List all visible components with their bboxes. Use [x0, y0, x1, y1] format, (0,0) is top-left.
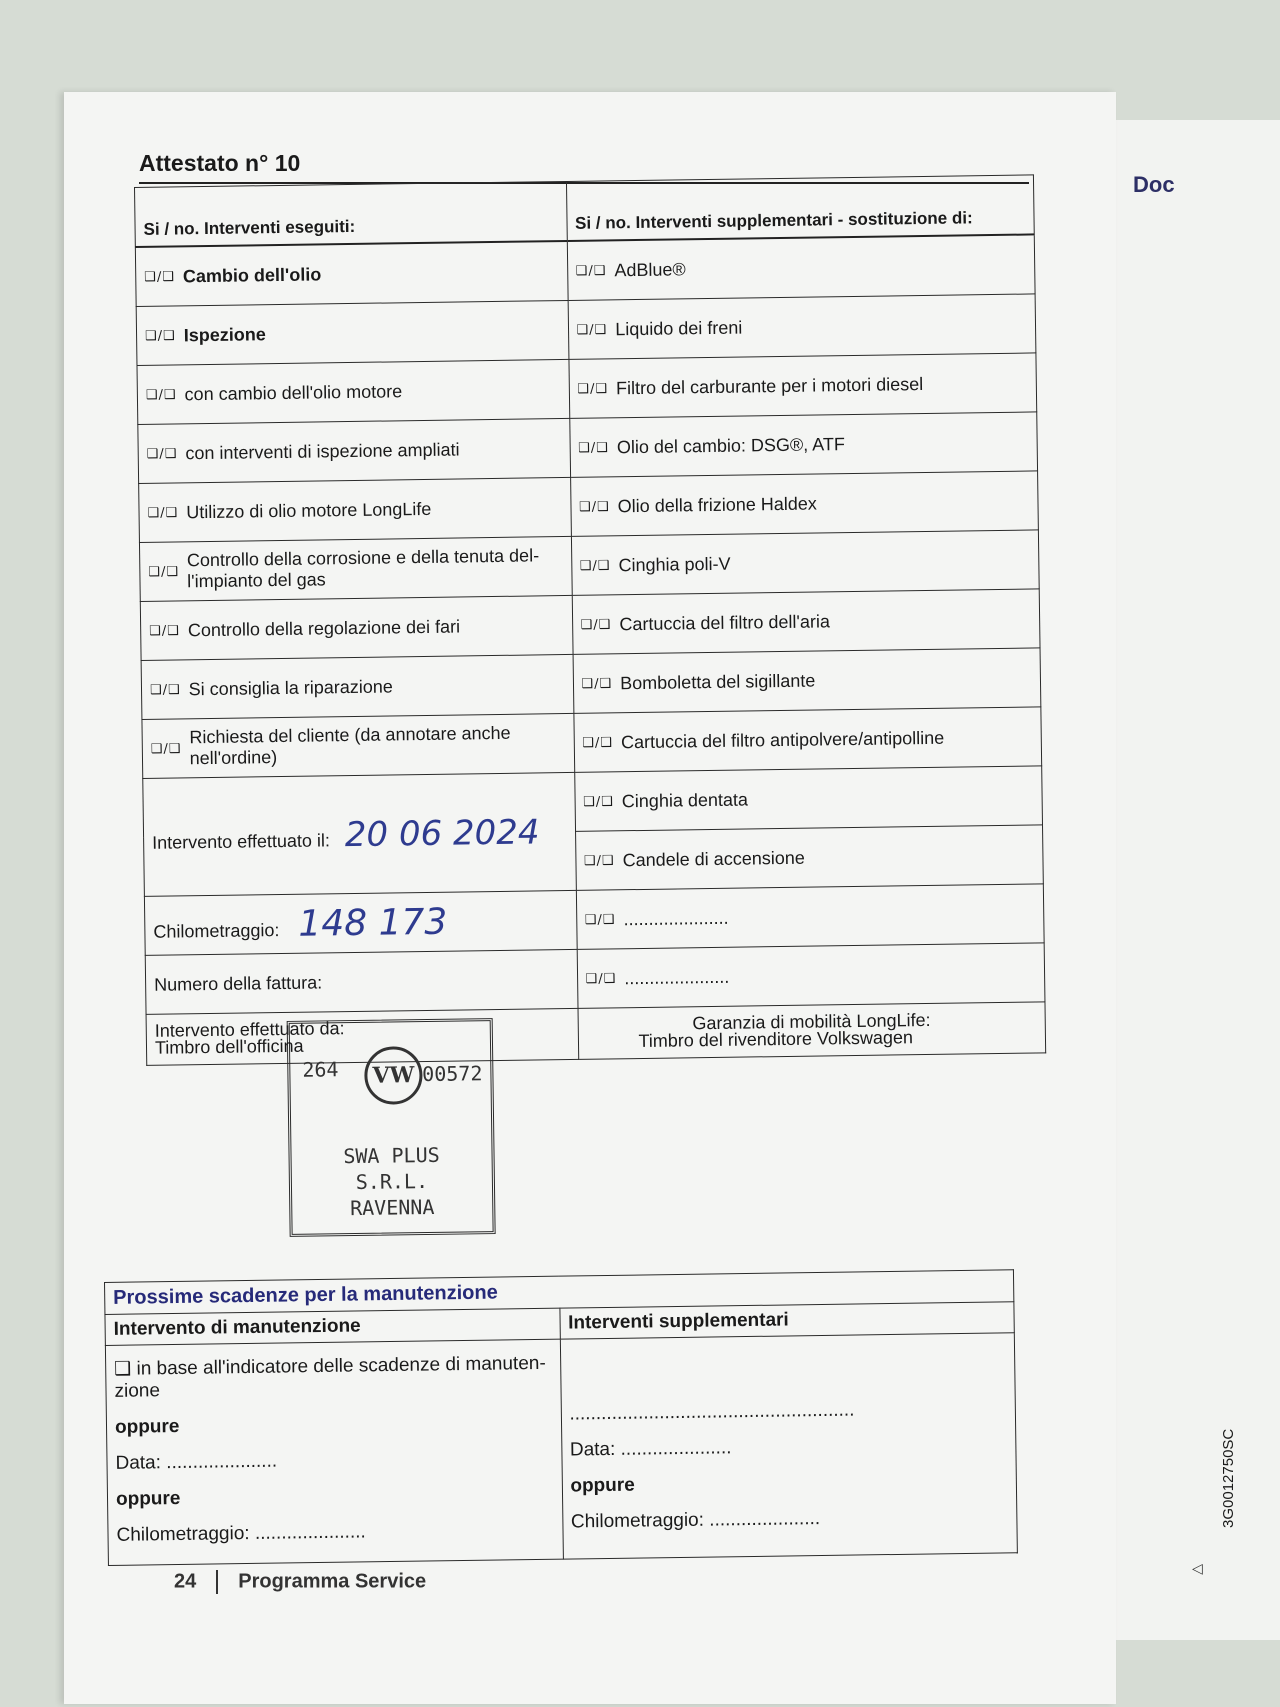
- invoice-field[interactable]: [145, 949, 577, 1014]
- right-item-label: Filtro del carburante per i motori diesel: [615, 373, 924, 398]
- facing-page-heading: Doc: [1133, 172, 1175, 197]
- right-item-row[interactable]: [575, 825, 1043, 891]
- checkbox-icon[interactable]: ❑/❑: [148, 563, 180, 580]
- stamp-number-left: 264: [302, 1057, 339, 1082]
- checkbox-icon[interactable]: ❑/❑: [583, 793, 614, 810]
- workshop-stamp-cell: [146, 1008, 578, 1221]
- right-column-header: Si / no. Interventi supplementari - sostituzione di:: [566, 175, 1034, 241]
- right-item-row[interactable]: [573, 648, 1041, 714]
- right-item-row[interactable]: [568, 294, 1036, 360]
- right-item-label: Candele di accensione: [622, 847, 805, 870]
- left-item-row[interactable]: [140, 595, 572, 660]
- km-label: Chilometraggio:: [153, 919, 280, 942]
- checkbox-icon[interactable]: ❑/❑: [584, 911, 616, 928]
- checkbox-icon[interactable]: ❑/❑: [585, 970, 617, 987]
- next-km-field[interactable]: Chilometraggio: .....................: [116, 1521, 366, 1546]
- left-item-row[interactable]: [139, 536, 571, 601]
- left-item-row[interactable]: [138, 418, 570, 483]
- right-item-label: Bomboletta del sigillante: [620, 670, 816, 693]
- left-item-label: con interventi di ispezione ampliati: [185, 438, 460, 463]
- checkbox-icon[interactable]: ❑/❑: [575, 262, 607, 279]
- checkbox-icon[interactable]: ❑/❑: [577, 380, 609, 397]
- left-item-label: con cambio dell'olio motore: [184, 380, 403, 404]
- left-column-header: Si / no. Interventi eseguiti:: [135, 181, 567, 247]
- checkbox-icon[interactable]: ❑/❑: [582, 734, 614, 751]
- checkbox-checked-icon[interactable]: ❑/❑: [147, 504, 179, 521]
- right-item-row[interactable]: [574, 766, 1042, 832]
- workshop-stamp: [287, 1018, 496, 1237]
- checkbox-icon[interactable]: ❑/❑: [579, 557, 611, 574]
- document-code: 3G0012750SC: [1220, 1428, 1237, 1528]
- triangle-marker-icon: ◁: [1192, 1560, 1203, 1576]
- left-item-label: Cambio dell'olio: [182, 263, 322, 286]
- next-date-field[interactable]: Data: .....................: [115, 1450, 278, 1474]
- right-item-label: .....................: [623, 907, 729, 929]
- stamp-number-right: 00572: [422, 1061, 483, 1087]
- service-record-table: [134, 174, 1046, 1221]
- next-date-field[interactable]: Data: .....................: [569, 1437, 732, 1461]
- checkbox-icon[interactable]: ❑/❑: [578, 439, 610, 456]
- checkbox-icon[interactable]: ❑/❑: [578, 498, 610, 515]
- right-item-row[interactable]: [569, 412, 1037, 478]
- right-item-row[interactable]: [568, 353, 1036, 419]
- left-item-label: Si consiglia la riparazione: [188, 675, 393, 699]
- date-label: Intervento effettuato il:: [152, 829, 331, 853]
- left-item-label: Richiesta del cliente (da annotare anche nell'ordine): [189, 722, 511, 769]
- oppure-label: oppure: [570, 1474, 635, 1497]
- right-item-label: .....................: [624, 966, 730, 988]
- oppure-label: oppure: [114, 1415, 180, 1438]
- supplementary-column[interactable]: [560, 1333, 1018, 1559]
- page-footer: [174, 1570, 426, 1594]
- km-handwritten: 148 173: [298, 901, 448, 945]
- checkbox-icon[interactable]: ❑/❑: [150, 740, 182, 757]
- left-item-row[interactable]: [136, 300, 568, 365]
- checkbox-checked-icon[interactable]: ❑/❑: [144, 327, 176, 344]
- left-item-label: Controllo della regolazione dei fari: [187, 615, 461, 640]
- supplementary-column-header: Interventi supplementari: [559, 1302, 1014, 1339]
- page-title: Attestato n° 10: [139, 150, 301, 176]
- mobility-guarantee-label: Garanzia di mobilità LongLife:: [692, 1009, 931, 1034]
- date-handwritten: 20 06 2024: [344, 811, 540, 855]
- date-field[interactable]: [143, 772, 576, 896]
- vw-logo-icon: VW: [364, 1046, 423, 1105]
- next-maintenance-table: [104, 1269, 1018, 1566]
- right-item-row[interactable]: [577, 943, 1045, 1009]
- left-item-row[interactable]: [139, 477, 571, 542]
- checkbox-checked-icon[interactable]: ❑/❑: [144, 268, 176, 285]
- right-item-label: Olio della frizione Haldex: [617, 492, 817, 516]
- supplementary-dots-field[interactable]: ......................................................: [569, 1399, 855, 1425]
- done-by-label: Intervento effettuato da:: [154, 1018, 345, 1041]
- dealer-stamp-label: Timbro del rivenditore Volkswagen: [638, 1027, 914, 1052]
- right-item-row[interactable]: [570, 471, 1038, 537]
- left-item-label: Controllo della corrosione e della tenuta del-l'impianto del gas: [186, 545, 540, 592]
- right-item-row[interactable]: [571, 530, 1039, 596]
- facing-page: [1112, 120, 1280, 1640]
- right-item-label: Cinghia dentata: [621, 788, 749, 811]
- workshop-stamp-label: Timbro dell'officina: [154, 1035, 304, 1058]
- indicator-option[interactable]: ❑ in base all'indicatore delle scadenze di manuten-zione: [114, 1352, 546, 1402]
- next-km-field[interactable]: Chilometraggio: .....................: [570, 1508, 821, 1533]
- checkbox-icon[interactable]: ❑/❑: [583, 852, 615, 869]
- checkbox-icon[interactable]: ❑/❑: [145, 386, 177, 403]
- right-item-row[interactable]: [576, 884, 1044, 950]
- section-name: Programma Service: [238, 1570, 427, 1593]
- oppure-label: oppure: [115, 1487, 181, 1510]
- footer-divider: [216, 1570, 218, 1594]
- checkbox-icon[interactable]: ❑/❑: [580, 616, 612, 633]
- invoice-label: Numero della fattura:: [153, 971, 323, 995]
- right-item-row[interactable]: [573, 707, 1041, 773]
- checkbox-icon[interactable]: ❑/❑: [146, 445, 178, 462]
- left-item-label: Utilizzo di olio motore LongLife: [186, 498, 432, 522]
- maintenance-column-header: Intervento di manutenzione: [105, 1308, 560, 1345]
- left-item-label: Ispezione: [183, 323, 266, 345]
- right-item-label: Cartuccia del filtro dell'aria: [619, 610, 831, 634]
- right-item-row[interactable]: [572, 589, 1040, 655]
- right-item-label: Cartuccia del filtro antipolvere/antipolline: [620, 727, 945, 752]
- dealer-stamp-cell: [578, 1002, 1046, 1060]
- left-item-row[interactable]: [137, 359, 569, 424]
- right-item-label: Liquido dei freni: [615, 317, 743, 339]
- maintenance-column[interactable]: [105, 1339, 563, 1565]
- stamp-name: SWA PLUS S.R.L. RAVENNA: [343, 1142, 440, 1221]
- next-maintenance-title: Prossime scadenze per la manutenzione: [105, 1270, 1014, 1315]
- right-item-label: Cinghia poli-V: [618, 553, 731, 575]
- left-item-row[interactable]: [135, 241, 567, 307]
- right-item-row[interactable]: [567, 234, 1035, 300]
- checkbox-icon[interactable]: ❑/❑: [581, 675, 613, 692]
- right-item-label: AdBlue®: [614, 258, 686, 280]
- km-field[interactable]: [144, 890, 576, 955]
- page-number: 24: [174, 1570, 197, 1593]
- checkbox-icon[interactable]: ❑/❑: [149, 622, 181, 639]
- left-item-row[interactable]: [141, 654, 573, 719]
- right-item-label: Olio del cambio: DSG®, ATF: [616, 433, 846, 457]
- checkbox-icon[interactable]: ❑/❑: [576, 321, 608, 338]
- left-item-row[interactable]: [142, 713, 574, 778]
- checkbox-icon[interactable]: ❑/❑: [149, 681, 181, 698]
